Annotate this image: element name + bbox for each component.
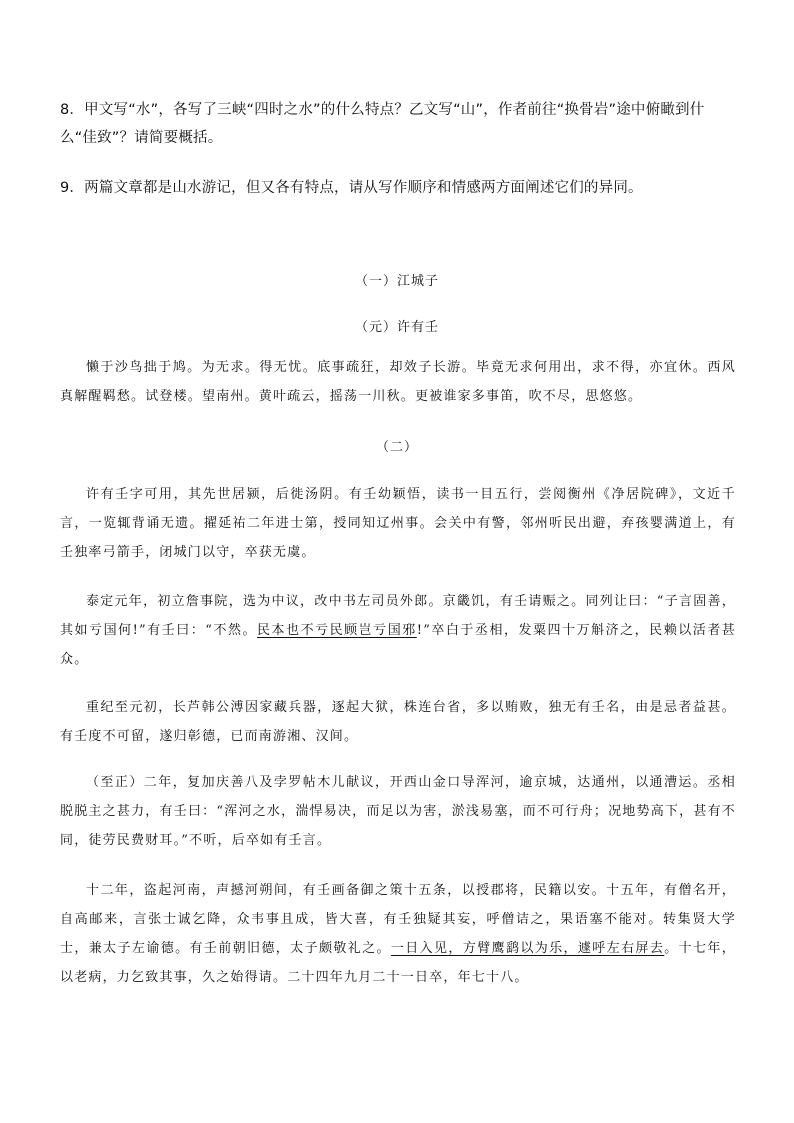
paragraph-5-text-b: 。十七年，以老病，力乞致其事，久之始得请。二十四年九月二十一日卒，年七十八。 xyxy=(60,941,736,985)
section-1-author: （元）许有壬 xyxy=(354,320,439,335)
biography-paragraph-1: 许有壬字可用，其先世居颍，后徙汤阴。有壬幼颖悟，读书一目五行，尝阅衡州《净居院碑》，文近千言，一览辄背诵无遗。擢延祐二年进士第，授同知辽州事。会关中有警，邻州听民出避，弃孩婴满道上，有壬独率弓箭手，闭城门以守，卒获无虞。 xyxy=(60,487,736,560)
biography-paragraph-3: 重纪至元初，长芦韩公溥因家藏兵器，逐起大狱，株连台省，多以贿败，独无有壬名，由是忌者益甚。有壬度不可留，遂归彰德，已而南游湘、汉间。 xyxy=(60,700,736,744)
biography-paragraph-2 xyxy=(60,587,736,674)
biography-paragraph-5 xyxy=(60,876,736,992)
section-2-heading: （二） xyxy=(375,440,418,455)
question-9: 9．两篇文章都是山水游记，但又各有特点，请从写作顺序和情感两方面阐述它们的异同。 xyxy=(60,180,643,196)
section-1-heading: （一）江城子 xyxy=(354,274,439,289)
paragraph-2-text-b: !”卒白于丞相，发粟四十万斛济之，民赖以活者甚众。 xyxy=(60,623,736,667)
underlined-sentence-1: 民本也不亏民顾岂亏国邪 xyxy=(257,623,417,638)
question-8: 8．甲文写“水”，各写了三峡“四时之水”的什么特点？乙文写“山”，作者前往“换骨岩”途中俯瞰到什么“佳致”？请简要概括。 xyxy=(60,102,705,146)
paragraph-2-text-a: 泰定元年，初立詹事院，选为中议，改中书左司员外郎。京畿饥，有壬请赈之。同列让曰：“子言固善，其如亏国何!”有壬曰：“不然。 xyxy=(60,594,736,638)
poem-text: 懒于沙鸟拙于鸠。为无求。得无忧。底事疏狂，却效子长游。毕竟无求何用出，求不得，亦宜休。西风真解醒羁愁。试登楼。望南州。黄叶疏云，摇荡一川秋。更被谁家多事笛，吹不尽，思悠悠。 xyxy=(60,360,736,404)
biography-paragraph-4: （至正）二年，复加庆善八及孛罗帖木儿献议，开西山金口导浑河，逾京城，达通州，以通漕运。丞相脱脱主之甚力，有壬曰：“浑河之水，湍悍易决，而足以为害，淤浅易塞，而不可行舟；况地势高下，甚有不同，徒劳民费财耳。”不听，后卒如有壬言。 xyxy=(60,775,736,848)
paragraph-5-text-a: 十二年，盗起河南，声撼河朔间，有壬画备御之策十五条，以授郡将，民籍以安。十五年，有僧名开，自高邮来，言张士诚乞降，众韦事且成，皆大喜，有壬独疑其妄，呼僧诘之，果语塞不能对。转集贤大学士，兼太子左谕德。有壬前朝旧德，太子颇敬礼之。 xyxy=(60,883,736,956)
underlined-sentence-2: 一日入见，方臂鹰鹞以为乐，遽呼左右屏去 xyxy=(390,941,665,956)
